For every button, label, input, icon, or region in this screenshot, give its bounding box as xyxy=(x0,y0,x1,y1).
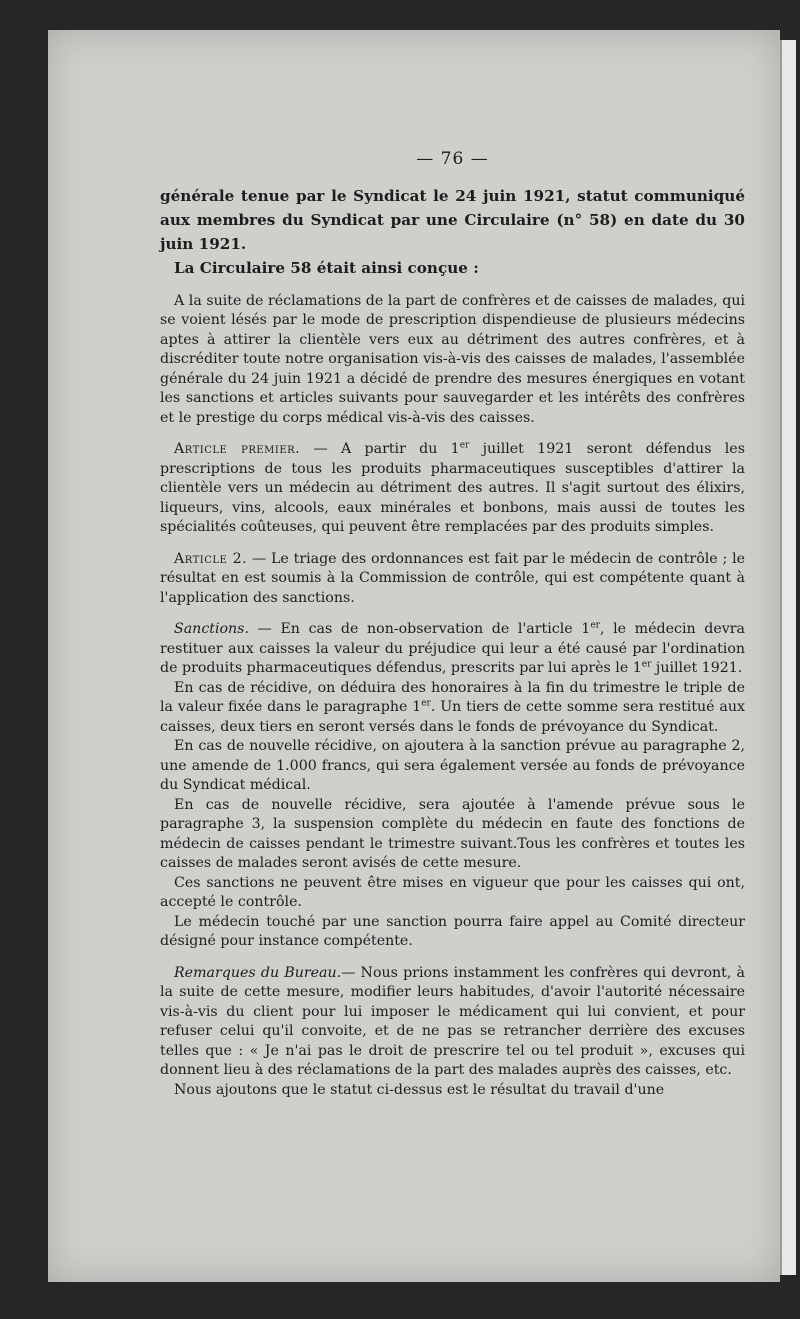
paragraph-sanctions xyxy=(160,620,745,679)
paragraph-circular: La Circulaire 58 était ainsi conçue : xyxy=(174,258,479,277)
paragraph-article-2 xyxy=(160,550,745,609)
sanctions-sup: er xyxy=(590,620,600,631)
remarques-text: — Nous prions instamment les confrères qui devront, à la suite de cette mesure, modifier leurs habitudes, d'avoir l'autorité nécessaire vis-à-vis du client pour lui imposer le médicament qui lui convient, et pour refuser celui qu'il convoite, et de ne pas se retrancher derrière des excuses telles que : « Je n'ai pas le droit de prescrire tel ou tel produit », excuses qui donnent lieu à des réclamations de la part des malades auprès des caisses, etc. xyxy=(160,964,745,1078)
paragraph-recidive-3: En cas de nouvelle récidive, sera ajoutée à l'amende prévue sous le paragraphe 3, la suspension complète du médecin en faute des fonctions de médecin de caisses pendant le trimestre suivant.Tous les confrères et toutes les caisses de malades seront avisés de cette mesure. xyxy=(160,796,745,871)
article-1-label: Article premier. xyxy=(174,441,301,457)
sanctions-text-b: , le médecin devra restituer aux caisses la valeur du préjudice qui leur a été causé par l'ordination de produits pharmaceutiques défendus, prescrits par lui après le 1 xyxy=(160,621,746,676)
paragraph-final: Nous ajoutons que le statut ci-dessus est le résultat du travail d'une xyxy=(174,1081,665,1098)
paragraph-preamble: A la suite de réclamations de la part de confrères et de caisses de malades, qui se voient lésés par le mode de prescription dispendieuse de plusieurs médecins aptes à attirer la clientèle vers eux au détriment des autres confrères, et à discréditer toute notre organisation vis-à-vis des caisses de malades, l'assemblée générale du 24 juin 1921 a décidé de prendre des mesures énergiques en votant les sanctions et articles suivants pour sauvegarder et les intérêts des confrères et le prestige du corps médical vis-à-vis des caisses. xyxy=(160,292,745,426)
article-1-text-a: — A partir du 1 xyxy=(300,441,460,457)
paragraph-article-1 xyxy=(160,440,745,538)
recidive-1-text-b: . Un tiers de cette somme sera restitué aux caisses, deux tiers en seront versés dans le fonds de prévoyance du Syndicat. xyxy=(160,699,746,735)
sanctions-sup-2: er xyxy=(641,659,652,670)
article-2-text: — Le triage des ordonnances est fait par le médecin de contrôle ; le résultat en est soumis à la Commission de contrôle, qui est compétente quant à l'application des sanctions. xyxy=(160,550,746,606)
paragraph-appel: Le médecin touché par une sanction pourra faire appel au Comité directeur désigné pour instance compétente. xyxy=(160,913,745,949)
paragraph-controle: Ces sanctions ne peuvent être mises en vigueur que pour les caisses qui ont, accepté le contrôle. xyxy=(160,874,745,910)
article-2-label: Article 2. xyxy=(174,550,248,567)
article-1-text-b: juillet 1921 seront défendus les prescriptions de tous les produits pharmaceutiques susceptibles d'attirer la clientèle vers un médecin au détriment des autres. Il s'agit surtout des élixirs, liqueurs, vins, alcools, eaux minérales et bonbons, mais aussi de toutes les spécialités coûteuses, qui peuvent être remplacées par des produits simples. xyxy=(160,441,745,535)
sanctions-label: Sanctions. xyxy=(174,621,249,637)
recidive-1-text-a: En cas de récidive, on déduira des honoraires à la fin du trimestre le triple de la valeur fixée dans le paragraphe 1 xyxy=(160,679,745,715)
paragraph-recidive-1 xyxy=(160,679,745,738)
paragraph-remarques xyxy=(160,964,745,1081)
paragraph-recidive-2: En cas de nouvelle récidive, on ajoutera à la sanction prévue au paragraphe 2, une amende de 1.000 francs, qui sera également versée au fonds de prévoyance du Syndicat médical. xyxy=(160,738,745,793)
sanctions-text-c: juillet 1921. xyxy=(651,660,743,676)
page-number: — 76 — xyxy=(416,149,489,169)
page-edge xyxy=(780,40,796,1275)
article-1-sup: er xyxy=(459,440,470,451)
recidive-1-sup: er xyxy=(421,698,431,709)
sanctions-text-a: — En cas de non-observation de l'article 1 xyxy=(248,621,591,637)
paragraph-intro: générale tenue par le Syndicat le 24 juin 1921, statut communiqué aux membres du Syndicat par une Circulaire (n° 58) en date du 30 juin 1921. xyxy=(160,186,745,253)
remarques-label: Remarques du Bureau. xyxy=(174,964,342,981)
document-text xyxy=(160,150,745,1100)
